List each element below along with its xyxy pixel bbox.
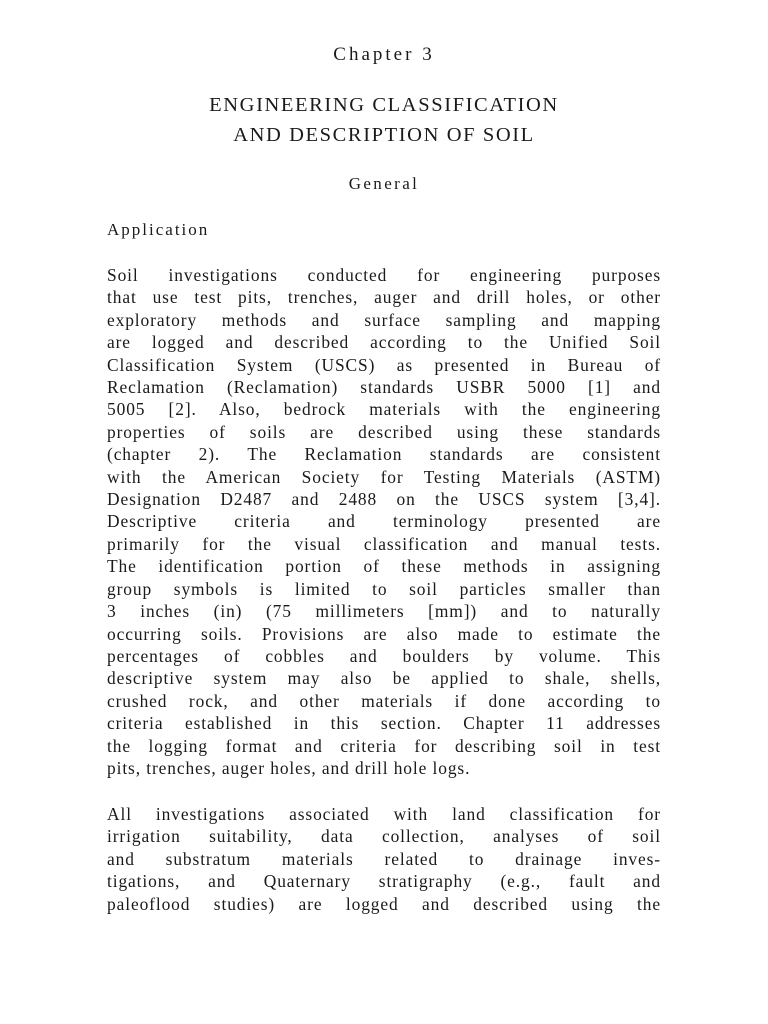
- text-line: The identification portion of these methods in assigning: [107, 556, 661, 577]
- body-paragraph: [107, 264, 661, 779]
- text-line: that use test pits, trenches, auger and drill holes, or other: [107, 287, 661, 308]
- text-line: All investigations associated with land classification for: [107, 804, 661, 824]
- chapter-title-line: ENGINEERING CLASSIFICATION: [209, 94, 559, 116]
- chapter-title-line: AND DESCRIPTION OF SOIL: [233, 124, 535, 146]
- chapter-title: [0, 90, 768, 150]
- text-line: descriptive system may also be applied to shale, shells,: [107, 668, 661, 689]
- text-line: paleoflood studies) are logged and described using the: [107, 893, 661, 914]
- text-line: pits, trenches, auger holes, and drill hole logs.: [107, 757, 471, 778]
- text-line: exploratory methods and surface sampling and mapping: [107, 309, 661, 330]
- text-line: 3 inches (in) (75 millimeters [mm]) and to naturally: [107, 601, 661, 622]
- text-line: occurring soils. Provisions are also made to estimate the: [107, 623, 661, 644]
- text-line: Reclamation (Reclamation) standards USBR 5000 [1] and: [107, 377, 661, 398]
- text-line: 5005 [2]. Also, bedrock materials with the engineering: [107, 399, 661, 420]
- text-line: percentages of cobbles and boulders by volume. This: [107, 645, 661, 666]
- text-line: Classification System (USCS) as presented in Bureau of: [107, 354, 661, 375]
- body-paragraph: [107, 803, 661, 915]
- text-line: and substratum materials related to drainage inves-: [107, 848, 661, 869]
- text-line: crushed rock, and other materials if done according to: [107, 690, 661, 711]
- text-line: Descriptive criteria and terminology presented are: [107, 511, 661, 532]
- text-line: Designation D2487 and 2488 on the USCS system [3,4].: [107, 489, 661, 510]
- text-line: Soil investigations conducted for engineering purposes: [107, 265, 661, 285]
- text-line: properties of soils are described using these standards: [107, 421, 661, 442]
- chapter-heading: Chapter 3: [333, 44, 435, 65]
- subsection-heading: Application: [107, 220, 210, 239]
- text-line: with the American Society for Testing Materials (ASTM): [107, 466, 661, 487]
- text-line: (chapter 2). The Reclamation standards are consistent: [107, 444, 661, 465]
- text-line: are logged and described according to the Unified Soil: [107, 332, 661, 353]
- text-line: group symbols is limited to soil particles smaller than: [107, 578, 661, 599]
- text-line: tigations, and Quaternary stratigraphy (e.g., fault and: [107, 871, 661, 892]
- text-line: irrigation suitability, data collection, analyses of soil: [107, 826, 661, 847]
- text-line: the logging format and criteria for describing soil in test: [107, 735, 661, 756]
- text-line: criteria established in this section. Chapter 11 addresses: [107, 713, 661, 734]
- text-line: primarily for the visual classification and manual tests.: [107, 533, 661, 554]
- section-heading: General: [348, 174, 420, 193]
